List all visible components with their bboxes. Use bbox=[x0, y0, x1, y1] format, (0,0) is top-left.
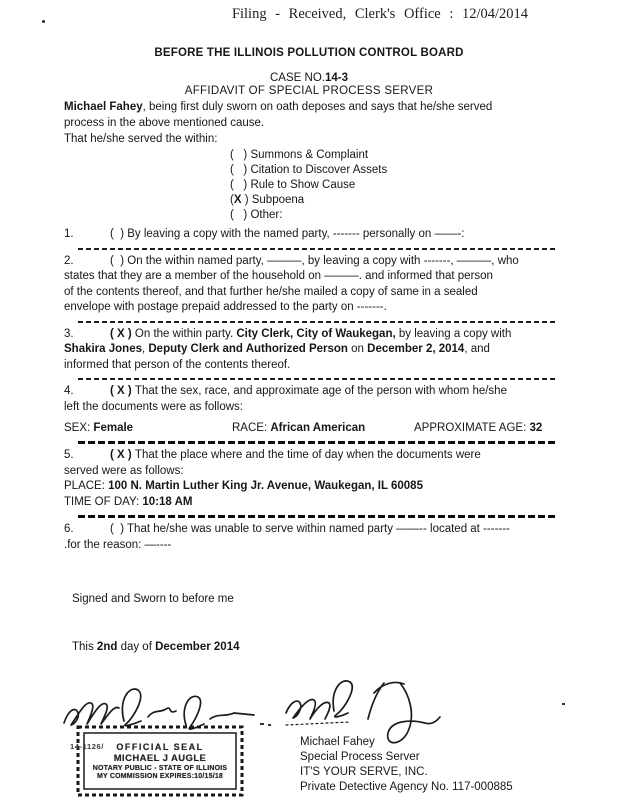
notary-seal-stamp bbox=[76, 725, 244, 797]
place-label: PLACE: bbox=[64, 480, 105, 492]
section-2-number: 2. bbox=[64, 254, 74, 267]
document-title: AFFIDAVIT OF SPECIAL PROCESS SERVER bbox=[184, 85, 434, 97]
section-1-text: ( ) By leaving a copy with the named party, ------- personally on ——-: bbox=[110, 228, 465, 240]
race-label: RACE: bbox=[232, 422, 268, 434]
age-value: 32 bbox=[529, 422, 543, 434]
checklist-item-other: ( ) Other: bbox=[230, 209, 283, 221]
checklist-item-citation: ( ) Citation to Discover Assets bbox=[230, 164, 388, 176]
sworn-statement bbox=[64, 559, 566, 687]
section-5-text: ( X ) That the place where and the time of day when the documents were served were as follows: bbox=[64, 449, 481, 477]
checklist-item-summons: ( ) Summons & Complaint bbox=[230, 149, 369, 161]
server-name: Michael Fahey bbox=[300, 736, 375, 748]
sex-value: Female bbox=[93, 422, 134, 434]
section-5-number: 5. bbox=[64, 449, 74, 461]
served-within-line: That he/she served the within: bbox=[64, 133, 218, 145]
scan-artifact-dot bbox=[260, 723, 264, 725]
separator-line bbox=[78, 248, 558, 250]
seal-line-notary: NOTARY PUBLIC - STATE OF ILLINOIS bbox=[92, 765, 228, 772]
section-3-text: ( X ) On the within party. City Clerk, City of Waukegan, by leaving a copy with Shakira Jones, Deputy Clerk and Authorized Person on December 2, 2014, and informed that person of the contents thereof. bbox=[64, 327, 512, 371]
signature-region bbox=[64, 687, 566, 800]
separator-line bbox=[78, 441, 558, 444]
scan-artifact-dot bbox=[268, 724, 271, 726]
section-3 bbox=[64, 327, 566, 374]
document-body bbox=[0, 99, 566, 800]
time-label: TIME OF DAY: bbox=[64, 495, 140, 508]
seal-line-expires: MY COMMISSION EXPIRES:10/15/18 bbox=[96, 773, 224, 780]
server-identity-block bbox=[300, 735, 513, 795]
case-number: 14-3 bbox=[324, 72, 348, 84]
place-line bbox=[64, 479, 566, 495]
sworn-line-1: Signed and Sworn to before me bbox=[72, 593, 234, 605]
sworn-line-2: This 2nd day of December 2014 bbox=[72, 641, 240, 653]
separator-line bbox=[78, 321, 558, 323]
section-6 bbox=[64, 522, 566, 553]
race-field bbox=[232, 421, 414, 436]
seal-text bbox=[76, 725, 244, 797]
section-6-number: 6. bbox=[64, 523, 74, 535]
person-details-row bbox=[64, 421, 566, 436]
place-value: 100 N. Martin Luther King Jr. Avenue, Waukegan, IL 60085 bbox=[108, 480, 423, 492]
case-number-line bbox=[0, 72, 618, 84]
section-2 bbox=[64, 254, 566, 316]
section-1-number: 1. bbox=[64, 228, 74, 240]
clerk-filing-stamp: Filing - Received, Clerk's Office : 12/04/2014 bbox=[231, 6, 529, 22]
section-4 bbox=[64, 384, 566, 415]
intro-paragraph: Michael Fahey, being first duly sworn on oath deposes and says that he/she served process in the above mentioned cause. bbox=[64, 101, 493, 129]
time-value: 10:18 AM bbox=[142, 495, 193, 508]
server-company: IT'S YOUR SERVE, INC. bbox=[300, 766, 428, 778]
age-field bbox=[414, 421, 542, 436]
scan-artifact-dot bbox=[42, 20, 45, 23]
service-type-checklist bbox=[230, 148, 566, 223]
document-code: 14-1126/ bbox=[70, 742, 104, 751]
separator-line bbox=[78, 378, 558, 380]
section-5 bbox=[64, 448, 566, 479]
section-6-text: ( ) That he/she was unable to serve within named party ——-- located at ------- .for the reason: —---- bbox=[64, 523, 510, 551]
section-4-number: 4. bbox=[64, 385, 74, 397]
server-license: Private Detective Agency No. 117-000885 bbox=[300, 781, 513, 793]
board-title: BEFORE THE ILLINOIS POLLUTION CONTROL BOARD bbox=[154, 47, 464, 59]
time-line bbox=[64, 495, 566, 511]
age-label: APPROXIMATE AGE: bbox=[414, 422, 527, 434]
checklist-item-rule: ( ) Rule to Show Cause bbox=[230, 179, 356, 191]
sex-label: SEX: bbox=[64, 422, 91, 434]
seal-line-name: MICHAEL J AUGLE bbox=[113, 753, 207, 764]
section-1 bbox=[64, 227, 566, 243]
sex-field bbox=[64, 421, 232, 436]
case-label: CASE NO. bbox=[270, 72, 325, 84]
separator-line bbox=[78, 515, 558, 518]
race-value: African American bbox=[270, 422, 366, 434]
section-2-text: ( ) On the within named party, ———, by leaving a copy with -------, ———, who states that they are a member of the household on ———. and informed that person of the contents thereof, and that further he/she mailed a copy of same in a sealed envelope with postage prepaid addressed to the party on -------. bbox=[64, 254, 519, 313]
section-4-text: ( X ) That the sex, race, and approximate age of the person with whom he/she left the documents were as follows: bbox=[64, 385, 507, 413]
section-3-number: 3. bbox=[64, 327, 74, 340]
scan-artifact-dot bbox=[562, 703, 565, 705]
server-role: Special Process Server bbox=[300, 751, 420, 763]
checklist-item-subpoena: (X ) Subpoena bbox=[230, 194, 305, 206]
seal-line-official: OFFICIAL SEAL bbox=[116, 742, 204, 752]
